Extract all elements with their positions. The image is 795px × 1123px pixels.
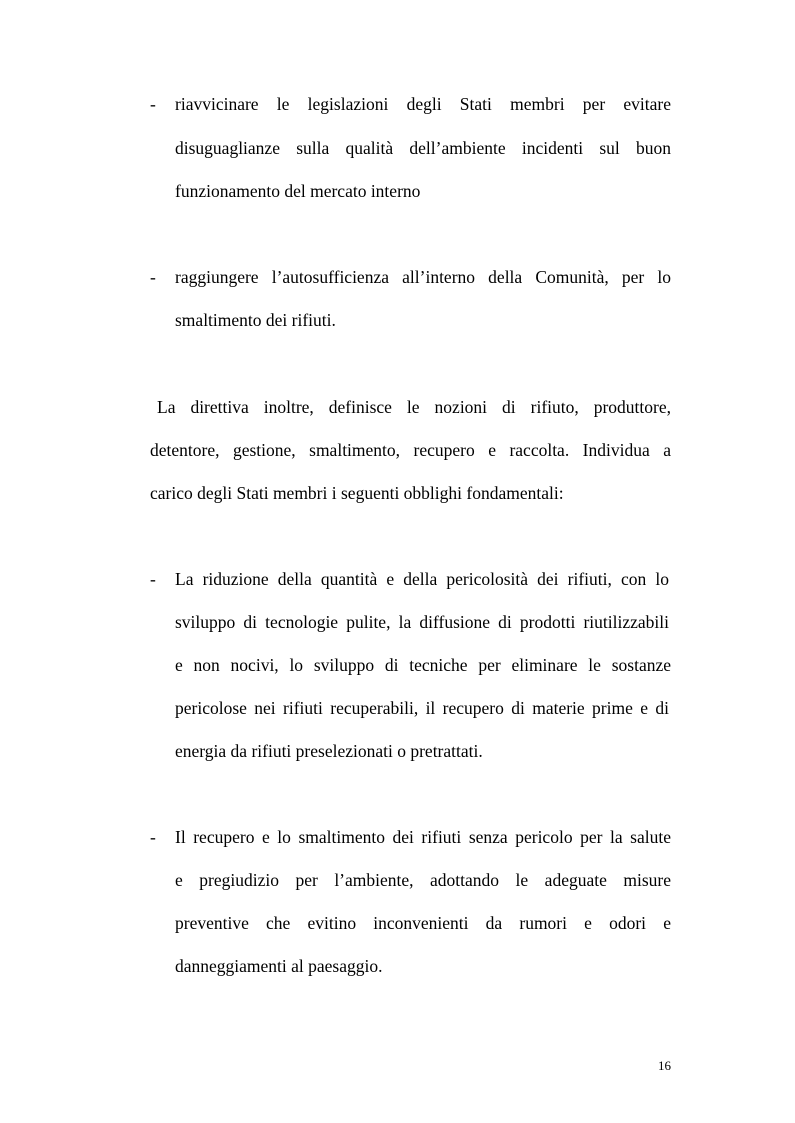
text-line: La direttiva inoltre, definisce le nozioni di rifiuto, produttore, bbox=[157, 397, 671, 417]
text-line: carico degli Stati membri i seguenti obblighi fondamentali: bbox=[150, 483, 564, 503]
text-line: pericolose nei rifiuti recuperabili, il recupero di materie prime e di bbox=[175, 698, 669, 718]
text-line: smaltimento dei rifiuti. bbox=[175, 310, 336, 330]
text-line: riavvicinare le legislazioni degli Stati membri per evitare bbox=[175, 94, 671, 114]
text-line: energia da rifiuti preselezionati o pretrattati. bbox=[175, 741, 483, 761]
text-line: Il recupero e lo smaltimento dei rifiuti senza pericolo per la salute bbox=[175, 827, 671, 847]
text-line: raggiungere l’autosufficienza all’interno della Comunità, per lo bbox=[175, 267, 671, 287]
text-line: La riduzione della quantità e della pericolosità dei rifiuti, con lo bbox=[175, 569, 669, 589]
bullet-marker: - bbox=[150, 267, 156, 287]
text-line: e non nocivi, lo sviluppo di tecniche per eliminare le sostanze bbox=[175, 655, 671, 675]
text-line: e pregiudizio per l’ambiente, adottando le adeguate misure bbox=[175, 870, 671, 890]
text-line: danneggiamenti al paesaggio. bbox=[175, 956, 383, 976]
text-line: sviluppo di tecnologie pulite, la diffusione di prodotti riutilizzabili bbox=[175, 612, 669, 632]
text-line: detentore, gestione, smaltimento, recupero e raccolta. Individua a bbox=[150, 440, 671, 460]
text-line: preventive che evitino inconvenienti da rumori e odori e bbox=[175, 913, 671, 933]
bullet-marker: - bbox=[150, 827, 156, 847]
bullet-marker: - bbox=[150, 94, 156, 114]
bullet-marker: - bbox=[150, 569, 156, 589]
page-number: 16 bbox=[658, 1058, 671, 1073]
text-line: disuguaglianze sulla qualità dell’ambiente incidenti sul buon bbox=[175, 138, 671, 158]
text-line: funzionamento del mercato interno bbox=[175, 181, 421, 201]
